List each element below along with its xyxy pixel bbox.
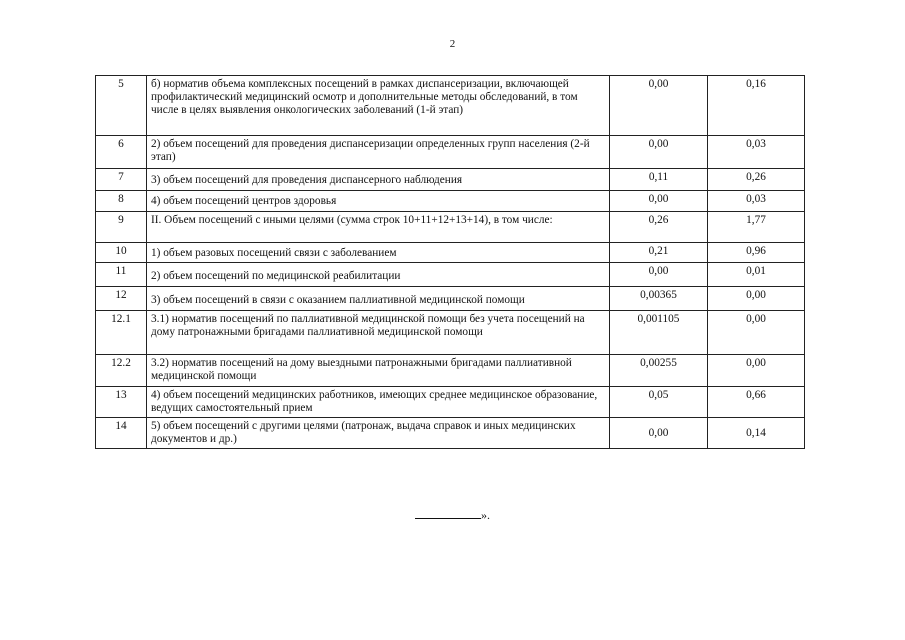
row-value-1: 0,26 — [610, 212, 708, 243]
row-value-1: 0,001105 — [610, 311, 708, 355]
table-row — [96, 355, 805, 386]
row-value-1: 0,11 — [610, 169, 708, 191]
table-row — [96, 287, 805, 311]
table-row — [96, 418, 805, 449]
closing-mark — [0, 508, 905, 523]
row-description: 2) объем посещений для проведения диспансеризации определенных групп населения (2-й этап) — [147, 136, 610, 169]
row-value-2: 0,16 — [708, 76, 805, 136]
row-value-2: 0,00 — [708, 287, 805, 311]
row-number: 8 — [96, 191, 147, 212]
volume-norms-table — [95, 75, 805, 449]
row-description: 3.1) норматив посещений по паллиативной медицинской помощи без учета посещений на дому патронажными бригадами паллиативной медицинской помощи — [147, 311, 610, 355]
row-number: 5 — [96, 76, 147, 136]
row-number: 12 — [96, 287, 147, 311]
row-value-1: 0,00 — [610, 263, 708, 287]
row-value-2: 0,01 — [708, 263, 805, 287]
row-value-1: 0,00 — [610, 136, 708, 169]
row-description: 5) объем посещений с другими целями (патронаж, выдача справок и иных медицинских документов и др.) — [147, 418, 610, 449]
row-value-2: 0,00 — [708, 311, 805, 355]
table-row — [96, 212, 805, 243]
row-value-1: 0,00 — [610, 191, 708, 212]
row-value-1: 0,00 — [610, 418, 708, 449]
row-value-2: 0,03 — [708, 136, 805, 169]
row-number: 12.2 — [96, 355, 147, 386]
row-description: 4) объем посещений медицинских работников, имеющих среднее медицинское образование, ведущих самостоятельный прием — [147, 386, 610, 417]
row-number: 7 — [96, 169, 147, 191]
table-row — [96, 169, 805, 191]
table-row — [96, 243, 805, 263]
row-value-1: 0,00 — [610, 76, 708, 136]
row-description: 2) объем посещений по медицинской реабилитации — [147, 263, 610, 287]
row-number: 14 — [96, 418, 147, 449]
row-number: 11 — [96, 263, 147, 287]
row-description: 3) объем посещений для проведения диспансерного наблюдения — [147, 169, 610, 191]
row-value-2: 0,14 — [708, 418, 805, 449]
row-description: 3.2) норматив посещений на дому выездными патронажными бригадами паллиативной медицинской помощи — [147, 355, 610, 386]
row-value-2: 0,03 — [708, 191, 805, 212]
row-number: 9 — [96, 212, 147, 243]
row-value-1: 0,00365 — [610, 287, 708, 311]
row-description: 3) объем посещений в связи с оказанием паллиативной медицинской помощи — [147, 287, 610, 311]
row-number: 13 — [96, 386, 147, 417]
row-value-2: 0,26 — [708, 169, 805, 191]
row-description: б) норматив объема комплексных посещений в рамках диспансеризации, включающей профилактический медицинский осмотр и дополнительные методы обследований, в том числе в целях выявления онкологических заболеваний (1-й этап) — [147, 76, 610, 136]
table-row — [96, 311, 805, 355]
row-value-1: 0,21 — [610, 243, 708, 263]
row-number: 12.1 — [96, 311, 147, 355]
table-row — [96, 191, 805, 212]
table-row — [96, 386, 805, 417]
row-value-2: 1,77 — [708, 212, 805, 243]
row-value-1: 0,00255 — [610, 355, 708, 386]
closing-quote: ». — [481, 508, 490, 522]
row-description: II. Объем посещений с иными целями (сумма строк 10+11+12+13+14), в том числе: — [147, 212, 610, 243]
row-number: 6 — [96, 136, 147, 169]
row-description: 4) объем посещений центров здоровья — [147, 191, 610, 212]
row-value-2: 0,96 — [708, 243, 805, 263]
row-value-2: 0,00 — [708, 355, 805, 386]
signature-line — [415, 509, 481, 519]
row-number: 10 — [96, 243, 147, 263]
table-row — [96, 263, 805, 287]
table-row — [96, 136, 805, 169]
page-number: 2 — [449, 38, 456, 50]
row-value-1: 0,05 — [610, 386, 708, 417]
table-row — [96, 76, 805, 136]
row-value-2: 0,66 — [708, 386, 805, 417]
row-description: 1) объем разовых посещений связи с заболеванием — [147, 243, 610, 263]
